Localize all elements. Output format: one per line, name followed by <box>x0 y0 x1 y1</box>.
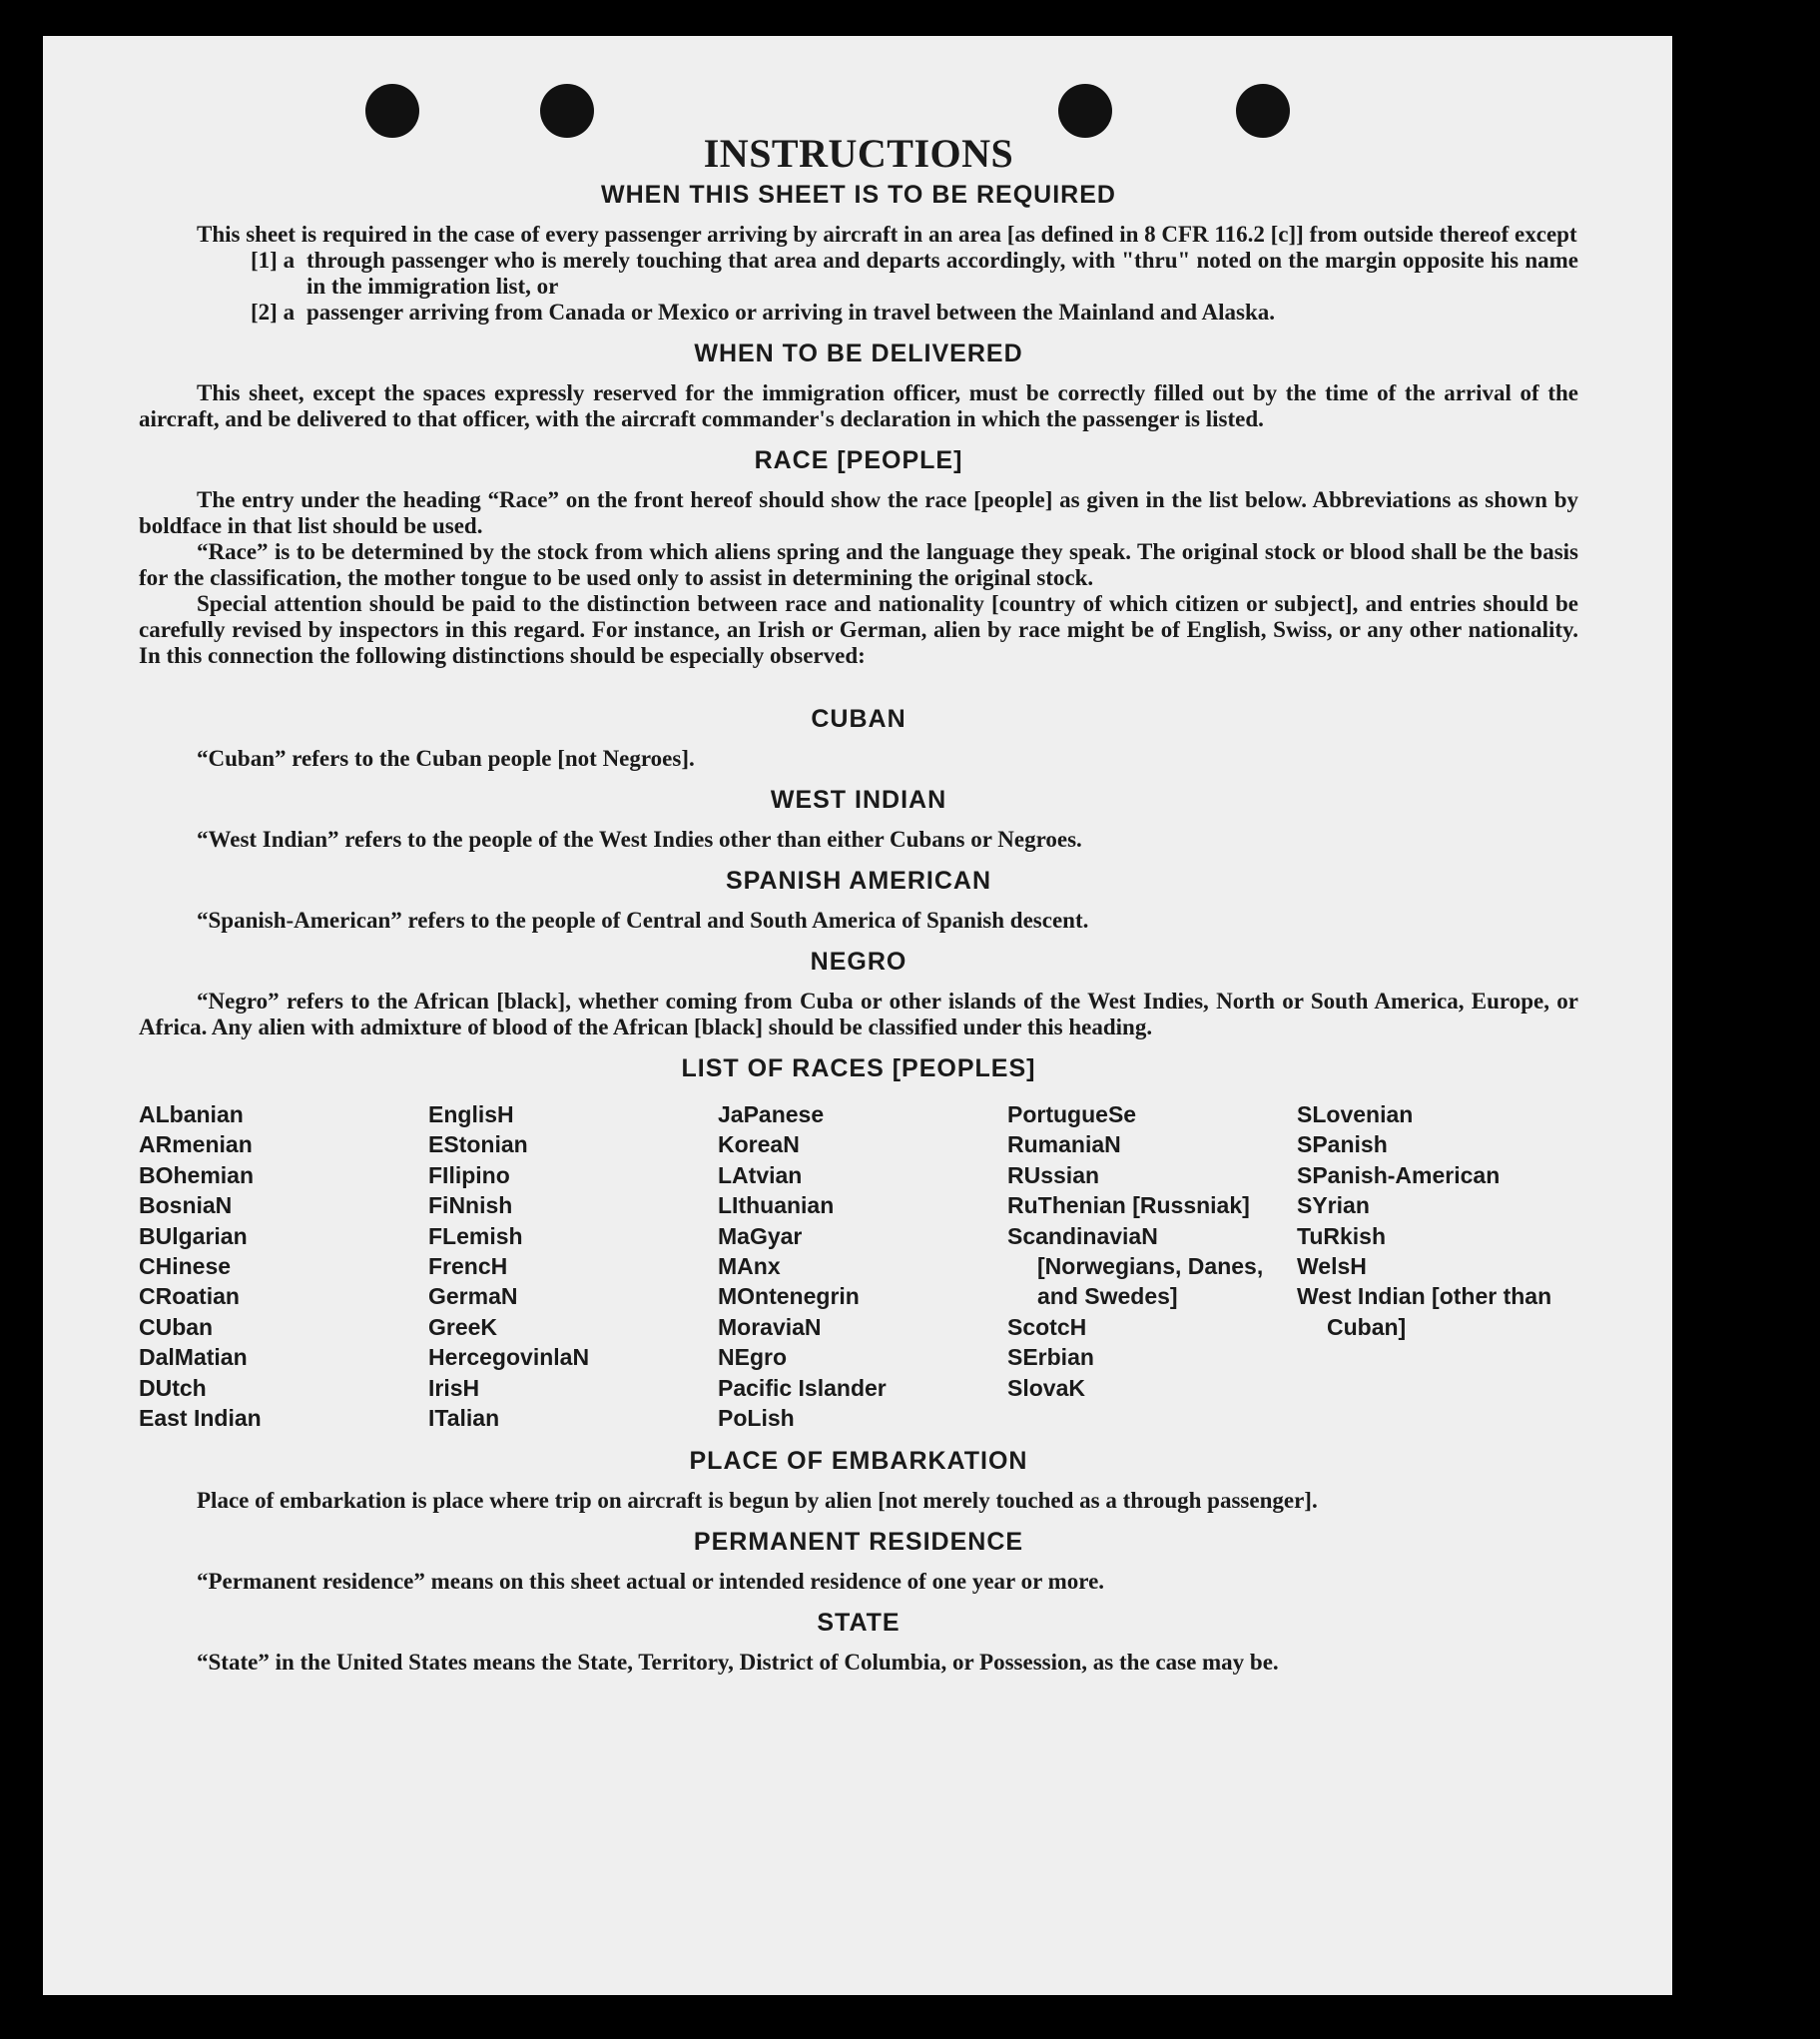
state-text: “State” in the United States means the State, Territory, District of Columbia, or Possession, as the case may be. <box>197 1650 1279 1676</box>
race-list-item: CHinese <box>139 1253 232 1280</box>
race-list-item: ScotcH <box>1007 1313 1087 1340</box>
race-list-item: SlovaK <box>1007 1374 1085 1401</box>
race-list-item: NEgro <box>718 1344 787 1371</box>
exception-text: through passenger who is merely touching that area and departs accordingly, with "thru" noted on the margin opposite his name in the immigration list, or <box>306 248 1578 299</box>
race-list-item: PortugueSe <box>1007 1101 1137 1127</box>
exception-text: passenger arriving from Canada or Mexico or arriving in travel between the Mainland and Alaska. <box>306 300 1276 325</box>
race-list-item: KoreaN <box>718 1131 800 1158</box>
race-column <box>428 1099 718 1433</box>
race-list-item: ARmenian <box>139 1131 253 1158</box>
exception-number: [2] a <box>251 300 296 325</box>
section-heading-residence: PERMANENT RESIDENCE <box>693 1528 1024 1557</box>
race-list-item: Pacific Islander <box>718 1374 887 1401</box>
race-paragraph: The entry under the heading “Race” on the front hereof should show the race [people] as given in the list below. Abbreviations as shown by boldface in that list should be used. <box>139 487 1578 538</box>
race-list-item: GermaN <box>428 1283 518 1310</box>
negro-text: “Negro” refers to the African [black], whether coming from Cuba or other islands of the West Indies, North or South America, Europe, or Africa. Any alien with admixture of blood of the African [black] should be classified under this heading. <box>139 989 1578 1039</box>
race-column <box>139 1099 428 1433</box>
race-list-item: BosniaN <box>139 1192 233 1219</box>
race-list-item: West Indian [other than Cuban] <box>1297 1283 1552 1340</box>
race-list-item: SErbian <box>1007 1344 1094 1371</box>
race-list-item: MaGyar <box>718 1222 803 1249</box>
race-list-item: RumaniaN <box>1007 1131 1121 1158</box>
section-heading-list: LIST OF RACES [PEOPLES] <box>681 1054 1036 1082</box>
race-list-item: GreeK <box>428 1313 498 1340</box>
residence-text: “Permanent residence” means on this sheet actual or intended residence of one year or more. <box>197 1569 1105 1595</box>
race-list-item: IrisH <box>428 1374 480 1401</box>
race-list-item: JaPanese <box>718 1101 825 1127</box>
race-paragraph: “Race” is to be determined by the stock from which aliens spring and the language they speak. The original stock or blood shall be the basis for the classification, the mother tongue to be used only to assist in determining the original stock. <box>139 539 1578 590</box>
race-list-item: EStonian <box>428 1131 528 1158</box>
punch-hole <box>1236 84 1290 138</box>
embarkation-text: Place of embarkation is place where trip on aircraft is begun by alien [not merely touched as a through passenger]. <box>197 1488 1318 1514</box>
race-list-item: MAnx <box>718 1253 781 1280</box>
race-list-item: LAtvian <box>718 1161 803 1188</box>
west-indian-text: “West Indian” refers to the people of the West Indies other than either Cubans or Negroes. <box>197 827 1082 852</box>
race-list-item: FrencH <box>428 1253 508 1280</box>
race-list <box>139 1099 1578 1433</box>
spanish-american-text: “Spanish-American” refers to the people of Central and South America of Spanish descent. <box>197 908 1089 933</box>
race-list-item: SYrian <box>1297 1192 1370 1219</box>
race-list-item: RUssian <box>1007 1161 1100 1188</box>
section-heading-state: STATE <box>817 1609 901 1638</box>
race-list-item: FIlipino <box>428 1161 510 1188</box>
exception-number: [1] a <box>251 248 296 273</box>
exception-item <box>139 300 1578 326</box>
page-title: INSTRUCTIONS <box>703 131 1014 176</box>
section-heading-spanish-american: SPANISH AMERICAN <box>725 867 991 895</box>
race-list-item: MOntenegrin <box>718 1283 860 1310</box>
punch-hole <box>540 84 594 138</box>
race-list-item: FLemish <box>428 1222 523 1249</box>
required-intro: This sheet is required in the case of every passenger arriving by aircraft in an area [as defined in 8 CFR 116.2 [c]] from outside thereof except <box>197 222 1577 247</box>
exception-item <box>139 248 1578 300</box>
section-heading-embarkation: PLACE OF EMBARKATION <box>689 1447 1028 1476</box>
race-list-item: EnglisH <box>428 1101 514 1127</box>
race-list-item: ITalian <box>428 1405 500 1432</box>
document-page <box>43 36 1672 1995</box>
race-list-item: TuRkish <box>1297 1222 1387 1249</box>
race-list-item: CUban <box>139 1313 214 1340</box>
section-heading-required: WHEN THIS SHEET IS TO BE REQUIRED <box>601 181 1116 209</box>
race-list-item: BOhemian <box>139 1161 255 1188</box>
race-paragraph: Special attention should be paid to the distinction between race and nationality [country of which citizen or subject], and entries should be carefully revised by inspectors in this regard. For instance, an Irish or German, alien by race might be of English, Swiss, or any other nationality. In this connection the following distinctions should be especially observed: <box>139 591 1578 668</box>
race-list-item: SPanish-American <box>1297 1161 1501 1188</box>
race-column <box>1297 1099 1556 1433</box>
race-list-item: WelsH <box>1297 1253 1367 1280</box>
section-heading-delivered: WHEN TO BE DELIVERED <box>694 340 1023 367</box>
punch-hole <box>1058 84 1112 138</box>
race-list-item: DUtch <box>139 1374 207 1401</box>
delivered-text: This sheet, except the spaces expressly reserved for the immigration officer, must be correctly filled out by the time of the arrival of the aircraft, and be delivered to that officer, with the aircraft commander's declaration in which the passenger is listed. <box>139 380 1578 431</box>
section-heading-west-indian: WEST INDIAN <box>770 786 947 814</box>
race-list-item: ALbanian <box>139 1101 244 1127</box>
race-list-item: SPanish <box>1297 1131 1388 1158</box>
section-heading-cuban: CUBAN <box>811 705 907 733</box>
race-list-item: DalMatian <box>139 1344 248 1371</box>
race-column <box>1007 1099 1297 1433</box>
race-list-item: East Indian <box>139 1405 262 1432</box>
race-list-item: HercegovinlaN <box>428 1344 590 1371</box>
punch-hole <box>365 84 419 138</box>
race-list-item: BUlgarian <box>139 1222 248 1249</box>
race-list-item: SLovenian <box>1297 1101 1414 1127</box>
race-list-item: FiNnish <box>428 1192 513 1219</box>
race-list-item: RuThenian [Russniak] <box>1007 1192 1250 1219</box>
race-list-item: LIthuanian <box>718 1192 835 1219</box>
race-column <box>718 1099 1007 1433</box>
race-list-item: ScandinaviaN [Norwegians, Danes, and Swedes] <box>1007 1222 1264 1310</box>
section-heading-race: RACE [PEOPLE] <box>754 446 963 474</box>
race-list-item: CRoatian <box>139 1283 240 1310</box>
race-list-item: MoraviaN <box>718 1313 822 1340</box>
race-list-item: PoLish <box>718 1405 795 1432</box>
cuban-text: “Cuban” refers to the Cuban people [not Negroes]. <box>197 746 695 771</box>
section-heading-negro: NEGRO <box>810 948 908 976</box>
